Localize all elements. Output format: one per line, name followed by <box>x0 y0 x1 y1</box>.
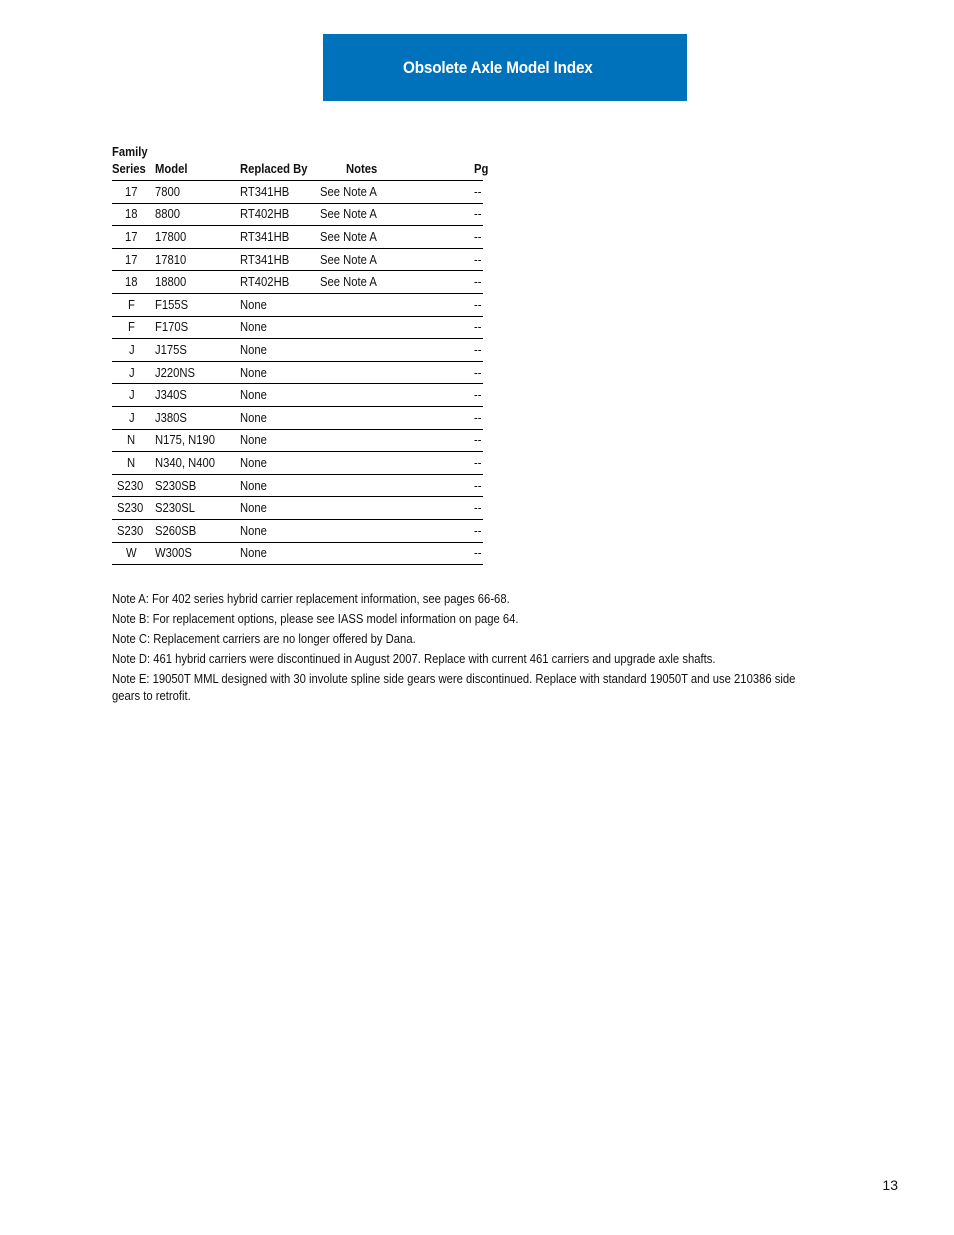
cell-series: 17 <box>112 248 152 271</box>
table-row <box>112 361 483 384</box>
cell-model: J380S <box>152 406 233 429</box>
cell-replaced-by: RT402HB <box>233 271 318 294</box>
cell-notes: See Note A <box>318 181 474 204</box>
cell-replaced-by: None <box>233 452 318 475</box>
cell-pg: -- <box>474 452 483 475</box>
cell-replaced-by: None <box>233 519 318 542</box>
cell-notes <box>318 474 474 497</box>
cell-notes <box>318 497 474 520</box>
note-item: Note E: 19050T MML designed with 30 involute spline side gears were discontinued. Replace with standard 19050T and use 210386 side gears to retrofit. <box>112 672 796 703</box>
cell-replaced-by: None <box>233 384 318 407</box>
table-row <box>112 181 483 204</box>
cell-replaced-by: RT341HB <box>233 226 318 249</box>
cell-pg: -- <box>474 542 483 565</box>
cell-replaced-by: None <box>233 339 318 362</box>
cell-notes <box>318 339 474 362</box>
table-row <box>112 339 483 362</box>
cell-notes <box>318 384 474 407</box>
table-row <box>112 271 483 294</box>
cell-replaced-by: None <box>233 497 318 520</box>
table-row <box>112 542 483 565</box>
header-series-label: Series <box>112 162 146 176</box>
cell-model: J175S <box>152 339 233 362</box>
cell-series: J <box>112 384 152 407</box>
cell-pg: -- <box>474 519 483 542</box>
cell-model: J340S <box>152 384 233 407</box>
table-body <box>112 181 483 565</box>
table-row <box>112 293 483 316</box>
table-row <box>112 429 483 452</box>
axle-model-table-container <box>112 144 489 565</box>
table-row <box>112 406 483 429</box>
cell-series: F <box>112 316 152 339</box>
cell-model: F155S <box>152 293 233 316</box>
table-row <box>112 519 483 542</box>
cell-model: S230SL <box>152 497 233 520</box>
page-title: Obsolete Axle Model Index <box>403 57 593 77</box>
cell-series: J <box>112 406 152 429</box>
cell-pg: -- <box>474 406 483 429</box>
cell-series: 18 <box>112 271 152 294</box>
cell-series: 18 <box>112 203 152 226</box>
cell-notes: See Note A <box>318 203 474 226</box>
cell-replaced-by: None <box>233 542 318 565</box>
cell-series: S230 <box>112 519 152 542</box>
cell-pg: -- <box>474 226 483 249</box>
cell-model: N340, N400 <box>152 452 233 475</box>
table-row <box>112 497 483 520</box>
header-replaced-by: Replaced By <box>233 144 318 181</box>
table-row <box>112 226 483 249</box>
cell-notes <box>318 406 474 429</box>
cell-model: N175, N190 <box>152 429 233 452</box>
cell-model: S230SB <box>152 474 233 497</box>
cell-series: N <box>112 429 152 452</box>
cell-notes: See Note A <box>318 226 474 249</box>
cell-replaced-by: RT341HB <box>233 248 318 271</box>
cell-notes <box>318 452 474 475</box>
table-header-row <box>112 144 483 181</box>
cell-pg: -- <box>474 361 483 384</box>
cell-series: J <box>112 361 152 384</box>
cell-model: 17810 <box>152 248 233 271</box>
notes-section <box>112 591 812 708</box>
cell-replaced-by: RT341HB <box>233 181 318 204</box>
cell-model: 8800 <box>152 203 233 226</box>
cell-pg: -- <box>474 181 483 204</box>
cell-notes <box>318 542 474 565</box>
table-row <box>112 452 483 475</box>
cell-replaced-by: None <box>233 293 318 316</box>
cell-pg: -- <box>474 203 483 226</box>
cell-notes <box>318 519 474 542</box>
table-row <box>112 203 483 226</box>
header-model: Model <box>152 144 233 181</box>
cell-model: J220NS <box>152 361 233 384</box>
cell-series: S230 <box>112 497 152 520</box>
table-row <box>112 248 483 271</box>
cell-replaced-by: None <box>233 361 318 384</box>
cell-model: W300S <box>152 542 233 565</box>
title-banner <box>323 34 687 101</box>
cell-notes: See Note A <box>318 248 474 271</box>
cell-pg: -- <box>474 339 483 362</box>
cell-notes <box>318 429 474 452</box>
cell-notes <box>318 293 474 316</box>
cell-notes <box>318 316 474 339</box>
note-item: Note C: Replacement carriers are no longer offered by Dana. <box>112 632 416 646</box>
header-family-label: Family <box>112 145 148 159</box>
cell-pg: -- <box>474 497 483 520</box>
cell-replaced-by: None <box>233 406 318 429</box>
page-number: 13 <box>882 1177 898 1193</box>
note-item: Note B: For replacement options, please see IASS model information on page 64. <box>112 612 519 626</box>
cell-pg: -- <box>474 316 483 339</box>
cell-series: S230 <box>112 474 152 497</box>
cell-model: S260SB <box>152 519 233 542</box>
header-notes: Notes <box>318 144 474 181</box>
cell-pg: -- <box>474 271 483 294</box>
cell-replaced-by: RT402HB <box>233 203 318 226</box>
table-header <box>112 144 489 181</box>
header-pg: Pg <box>474 144 483 181</box>
cell-pg: -- <box>474 384 483 407</box>
cell-notes: See Note A <box>318 271 474 294</box>
cell-pg: -- <box>474 293 483 316</box>
cell-series: F <box>112 293 152 316</box>
cell-pg: -- <box>474 429 483 452</box>
axle-model-table <box>112 144 489 565</box>
cell-pg: -- <box>474 474 483 497</box>
cell-pg: -- <box>474 248 483 271</box>
header-family-series <box>112 144 152 181</box>
cell-notes <box>318 361 474 384</box>
note-item: Note A: For 402 series hybrid carrier replacement information, see pages 66-68. <box>112 592 510 606</box>
cell-model: 17800 <box>152 226 233 249</box>
cell-series: 17 <box>112 226 152 249</box>
cell-series: J <box>112 339 152 362</box>
cell-series: 17 <box>112 181 152 204</box>
table-row <box>112 474 483 497</box>
table-row <box>112 316 483 339</box>
cell-model: 7800 <box>152 181 233 204</box>
cell-replaced-by: None <box>233 316 318 339</box>
cell-replaced-by: None <box>233 429 318 452</box>
cell-series: W <box>112 542 152 565</box>
cell-model: F170S <box>152 316 233 339</box>
cell-model: 18800 <box>152 271 233 294</box>
cell-series: N <box>112 452 152 475</box>
table-row <box>112 384 483 407</box>
cell-replaced-by: None <box>233 474 318 497</box>
note-item: Note D: 461 hybrid carriers were discontinued in August 2007. Replace with current 461 carriers and upgrade axle shafts. <box>112 652 716 666</box>
